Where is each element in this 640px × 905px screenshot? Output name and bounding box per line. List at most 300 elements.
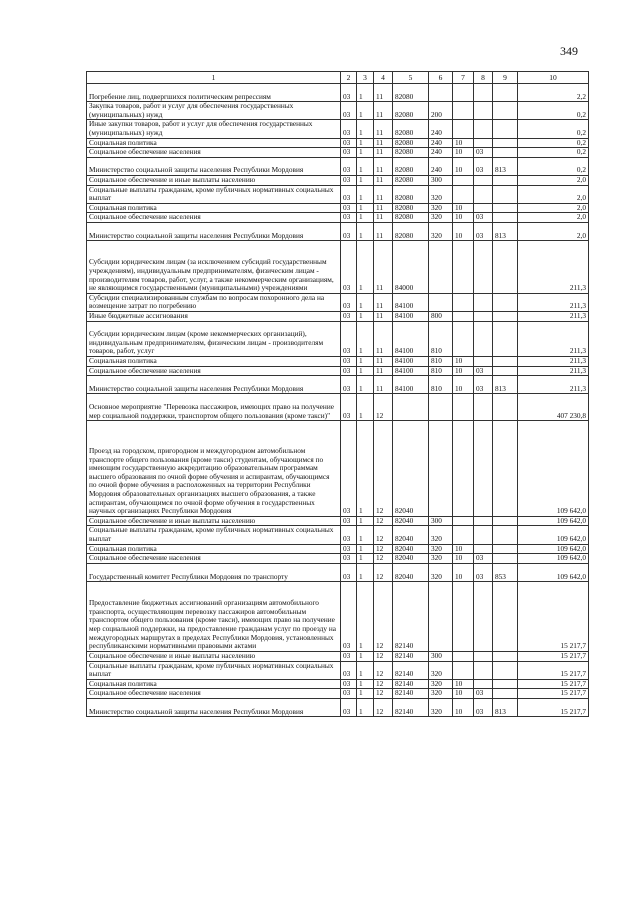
row-code-om: 11 bbox=[374, 293, 393, 311]
row-expense-type: 320 bbox=[429, 679, 453, 689]
table-row bbox=[87, 554, 589, 564]
row-subsection bbox=[474, 651, 493, 661]
row-section: 10 bbox=[453, 157, 474, 175]
row-code-direction: 84100 bbox=[393, 312, 429, 322]
row-code-gp: 03 bbox=[341, 516, 357, 526]
row-amount: 0,2 bbox=[518, 102, 589, 120]
row-subsection bbox=[474, 661, 493, 679]
row-section bbox=[453, 293, 474, 311]
table-row bbox=[87, 544, 589, 554]
table-row bbox=[87, 157, 589, 175]
row-section: 10 bbox=[453, 366, 474, 376]
row-code-gp: 03 bbox=[341, 176, 357, 186]
row-code-gp: 03 bbox=[341, 185, 357, 203]
row-code-pp: 1 bbox=[357, 223, 374, 241]
row-code-pp: 1 bbox=[357, 157, 374, 175]
column-header: 2 bbox=[341, 72, 357, 84]
row-code-pp: 1 bbox=[357, 582, 374, 652]
row-code-pp: 1 bbox=[357, 679, 374, 689]
row-subsection: 03 bbox=[474, 554, 493, 564]
row-code-gp: 03 bbox=[341, 84, 357, 102]
table-row bbox=[87, 138, 589, 148]
row-section bbox=[453, 84, 474, 102]
row-section bbox=[453, 661, 474, 679]
row-expense-type: 810 bbox=[429, 321, 453, 356]
row-section bbox=[453, 185, 474, 203]
row-code-direction: 82080 bbox=[393, 157, 429, 175]
row-section: 10 bbox=[453, 544, 474, 554]
row-code-pp: 1 bbox=[357, 312, 374, 322]
row-amount: 15 217,7 bbox=[518, 651, 589, 661]
table-row bbox=[87, 563, 589, 581]
row-subsection bbox=[474, 526, 493, 544]
row-code-om: 11 bbox=[374, 120, 393, 138]
row-code-om: 11 bbox=[374, 84, 393, 102]
row-ministry bbox=[493, 516, 518, 526]
row-expense-type: 320 bbox=[429, 203, 453, 213]
row-name: Социальная политика bbox=[87, 679, 341, 689]
row-section bbox=[453, 516, 474, 526]
row-section bbox=[453, 421, 474, 517]
table-header bbox=[87, 72, 589, 84]
row-code-pp: 1 bbox=[357, 357, 374, 367]
row-code-pp: 1 bbox=[357, 544, 374, 554]
row-name: Социальные выплаты гражданам, кроме публичных нормативных социальных выплат bbox=[87, 185, 341, 203]
row-expense-type: 300 bbox=[429, 516, 453, 526]
row-code-om: 12 bbox=[374, 554, 393, 564]
row-code-om: 12 bbox=[374, 544, 393, 554]
row-code-pp: 1 bbox=[357, 698, 374, 716]
row-name: Иные закупки товаров, работ и услуг для обеспечения государственных (муниципальных) нужд bbox=[87, 120, 341, 138]
column-header: 3 bbox=[357, 72, 374, 84]
row-name: Предоставление бюджетных ассигнований организациям автомобильного транспорта, осуществляющим перевозку пассажиров автомобильным транспортом общего пользования (кроме такси), имеющих право на получение мер социальной поддержки, на предоставление гражданам услуг по проезду на междугородных маршрутах в пределах Республики Мордовия, установленных республиканскими нормативными правовыми актами bbox=[87, 582, 341, 652]
row-section bbox=[453, 321, 474, 356]
row-amount: 15 217,7 bbox=[518, 689, 589, 699]
table-row bbox=[87, 376, 589, 394]
row-section bbox=[453, 241, 474, 294]
row-expense-type bbox=[429, 582, 453, 652]
table-row bbox=[87, 661, 589, 679]
row-ministry bbox=[493, 679, 518, 689]
row-code-direction: 82040 bbox=[393, 421, 429, 517]
row-expense-type: 200 bbox=[429, 102, 453, 120]
row-code-om: 12 bbox=[374, 698, 393, 716]
row-name: Социальные выплаты гражданам, кроме публичных нормативных социальных выплат bbox=[87, 661, 341, 679]
row-subsection bbox=[474, 312, 493, 322]
row-code-om: 12 bbox=[374, 394, 393, 421]
column-header: 5 bbox=[393, 72, 429, 84]
table-row bbox=[87, 176, 589, 186]
row-expense-type: 810 bbox=[429, 376, 453, 394]
row-code-gp: 03 bbox=[341, 120, 357, 138]
row-ministry bbox=[493, 526, 518, 544]
table-row bbox=[87, 120, 589, 138]
row-expense-type: 320 bbox=[429, 689, 453, 699]
row-subsection bbox=[474, 357, 493, 367]
row-amount: 407 230,8 bbox=[518, 394, 589, 421]
row-code-direction bbox=[393, 394, 429, 421]
row-code-om: 11 bbox=[374, 321, 393, 356]
row-name: Проезд на городском, пригородном и междугородном автомобильном транспорте общего пользования (кроме такси) студентам, обучающимся по имеющим государственную аккредитацию образовательным программам высшего образования по очной форме обучения и аспирантам, обучающимся по очной форме обучения в расположенных на территории Республики Мордовия образовательных организациях высшего образования, а также аспирантам, обучающимся по очной форме обучения в государственных научных организациях Республики Мордовия bbox=[87, 421, 341, 517]
row-expense-type: 810 bbox=[429, 357, 453, 367]
row-ministry bbox=[493, 394, 518, 421]
row-ministry bbox=[493, 366, 518, 376]
row-code-om: 11 bbox=[374, 203, 393, 213]
row-code-om: 12 bbox=[374, 421, 393, 517]
row-code-gp: 03 bbox=[341, 321, 357, 356]
row-code-gp: 03 bbox=[341, 698, 357, 716]
row-code-om: 11 bbox=[374, 357, 393, 367]
row-code-direction: 82040 bbox=[393, 544, 429, 554]
row-section: 10 bbox=[453, 203, 474, 213]
row-subsection: 03 bbox=[474, 157, 493, 175]
row-ministry bbox=[493, 241, 518, 294]
row-subsection bbox=[474, 394, 493, 421]
row-ministry bbox=[493, 120, 518, 138]
row-amount: 2,2 bbox=[518, 84, 589, 102]
row-name: Министерство социальной защиты населения Республики Мордовия bbox=[87, 223, 341, 241]
row-ministry bbox=[493, 138, 518, 148]
table-row bbox=[87, 203, 589, 213]
budget-table bbox=[86, 71, 589, 717]
row-code-gp: 03 bbox=[341, 213, 357, 223]
row-code-direction: 82040 bbox=[393, 516, 429, 526]
row-code-gp: 03 bbox=[341, 366, 357, 376]
row-subsection bbox=[474, 203, 493, 213]
row-section: 10 bbox=[453, 357, 474, 367]
column-header: 4 bbox=[374, 72, 393, 84]
row-name: Социальное обеспечение и иные выплаты населению bbox=[87, 651, 341, 661]
row-expense-type bbox=[429, 394, 453, 421]
row-code-direction: 82080 bbox=[393, 223, 429, 241]
row-name: Социальное обеспечение населения bbox=[87, 689, 341, 699]
row-name: Социальная политика bbox=[87, 544, 341, 554]
row-code-gp: 03 bbox=[341, 563, 357, 581]
row-expense-type: 320 bbox=[429, 223, 453, 241]
row-section: 10 bbox=[453, 554, 474, 564]
row-name: Социальная политика bbox=[87, 203, 341, 213]
row-code-gp: 03 bbox=[341, 138, 357, 148]
row-expense-type: 320 bbox=[429, 526, 453, 544]
row-code-gp: 03 bbox=[341, 241, 357, 294]
row-code-gp: 03 bbox=[341, 689, 357, 699]
row-ministry bbox=[493, 293, 518, 311]
row-subsection bbox=[474, 421, 493, 517]
table-body bbox=[87, 84, 589, 717]
table-row bbox=[87, 185, 589, 203]
row-subsection bbox=[474, 679, 493, 689]
row-code-direction: 82040 bbox=[393, 526, 429, 544]
row-code-gp: 03 bbox=[341, 312, 357, 322]
row-section bbox=[453, 651, 474, 661]
row-ministry bbox=[493, 661, 518, 679]
row-expense-type: 320 bbox=[429, 554, 453, 564]
table-row bbox=[87, 421, 589, 517]
row-name: Субсидии специализированным службам по вопросам похоронного дела на возмещение затрат по погребению bbox=[87, 293, 341, 311]
row-ministry bbox=[493, 689, 518, 699]
row-code-om: 12 bbox=[374, 582, 393, 652]
row-code-pp: 1 bbox=[357, 394, 374, 421]
row-amount: 211,3 bbox=[518, 376, 589, 394]
table-row bbox=[87, 394, 589, 421]
row-amount: 211,3 bbox=[518, 321, 589, 356]
row-section bbox=[453, 394, 474, 421]
row-code-om: 12 bbox=[374, 679, 393, 689]
row-code-gp: 03 bbox=[341, 582, 357, 652]
table-row bbox=[87, 357, 589, 367]
row-subsection bbox=[474, 321, 493, 356]
row-section: 10 bbox=[453, 698, 474, 716]
row-code-direction: 82080 bbox=[393, 102, 429, 120]
row-name: Министерство социальной защиты населения Республики Мордовия bbox=[87, 157, 341, 175]
row-code-om: 12 bbox=[374, 689, 393, 699]
row-code-pp: 1 bbox=[357, 120, 374, 138]
row-code-direction: 84100 bbox=[393, 321, 429, 356]
row-ministry: 813 bbox=[493, 157, 518, 175]
row-code-direction: 82080 bbox=[393, 176, 429, 186]
row-code-pp: 1 bbox=[357, 376, 374, 394]
row-amount: 211,3 bbox=[518, 241, 589, 294]
row-code-gp: 03 bbox=[341, 679, 357, 689]
row-code-gp: 03 bbox=[341, 148, 357, 158]
row-subsection bbox=[474, 293, 493, 311]
row-amount: 211,3 bbox=[518, 366, 589, 376]
row-code-om: 12 bbox=[374, 516, 393, 526]
row-expense-type: 320 bbox=[429, 698, 453, 716]
table-row bbox=[87, 679, 589, 689]
row-ministry bbox=[493, 203, 518, 213]
row-code-gp: 03 bbox=[341, 223, 357, 241]
row-code-direction: 82040 bbox=[393, 554, 429, 564]
row-code-direction: 82080 bbox=[393, 84, 429, 102]
row-amount: 109 642,0 bbox=[518, 554, 589, 564]
row-section: 10 bbox=[453, 148, 474, 158]
row-section: 10 bbox=[453, 213, 474, 223]
row-code-direction: 82140 bbox=[393, 698, 429, 716]
row-code-gp: 03 bbox=[341, 651, 357, 661]
table-row bbox=[87, 698, 589, 716]
row-amount: 15 217,7 bbox=[518, 679, 589, 689]
row-code-om: 11 bbox=[374, 176, 393, 186]
row-code-pp: 1 bbox=[357, 321, 374, 356]
row-code-pp: 1 bbox=[357, 554, 374, 564]
row-ministry bbox=[493, 582, 518, 652]
row-expense-type: 320 bbox=[429, 661, 453, 679]
table-row bbox=[87, 516, 589, 526]
row-ministry bbox=[493, 554, 518, 564]
row-name: Социальное обеспечение населения bbox=[87, 213, 341, 223]
table-row bbox=[87, 293, 589, 311]
row-ministry bbox=[493, 312, 518, 322]
row-amount: 0,2 bbox=[518, 120, 589, 138]
row-ministry bbox=[493, 84, 518, 102]
row-expense-type bbox=[429, 421, 453, 517]
row-amount: 109 642,0 bbox=[518, 526, 589, 544]
row-ministry: 813 bbox=[493, 223, 518, 241]
row-subsection bbox=[474, 516, 493, 526]
row-amount: 109 642,0 bbox=[518, 563, 589, 581]
row-name: Социальная политика bbox=[87, 138, 341, 148]
row-code-pp: 1 bbox=[357, 203, 374, 213]
row-name: Социальное обеспечение населения bbox=[87, 366, 341, 376]
row-code-om: 11 bbox=[374, 102, 393, 120]
row-expense-type: 320 bbox=[429, 185, 453, 203]
row-subsection bbox=[474, 120, 493, 138]
row-expense-type: 300 bbox=[429, 651, 453, 661]
row-name: Иные бюджетные ассигнования bbox=[87, 312, 341, 322]
column-header: 7 bbox=[453, 72, 474, 84]
row-amount: 15 217,7 bbox=[518, 661, 589, 679]
row-code-pp: 1 bbox=[357, 421, 374, 517]
row-expense-type: 800 bbox=[429, 312, 453, 322]
row-code-pp: 1 bbox=[357, 138, 374, 148]
row-name: Субсидии юридическим лицам (за исключением субсидий государственным учреждениям), индивидуальным предпринимателям, физическим лицам - производителям товаров, работ, услуг, а также некоммерческим организациям, не являющимся государственными (муниципальными) учреждениями bbox=[87, 241, 341, 294]
row-code-om: 11 bbox=[374, 376, 393, 394]
row-amount: 109 642,0 bbox=[518, 516, 589, 526]
row-section bbox=[453, 526, 474, 544]
table-row bbox=[87, 148, 589, 158]
row-expense-type: 320 bbox=[429, 213, 453, 223]
row-ministry: 813 bbox=[493, 698, 518, 716]
row-name: Социальное обеспечение и иные выплаты населению bbox=[87, 516, 341, 526]
row-section: 10 bbox=[453, 689, 474, 699]
row-ministry bbox=[493, 185, 518, 203]
row-subsection: 03 bbox=[474, 376, 493, 394]
row-code-gp: 03 bbox=[341, 376, 357, 394]
row-name: Министерство социальной защиты населения Республики Мордовия bbox=[87, 698, 341, 716]
row-code-direction: 82040 bbox=[393, 563, 429, 581]
row-amount: 0,2 bbox=[518, 157, 589, 175]
row-ministry bbox=[493, 421, 518, 517]
row-section: 10 bbox=[453, 679, 474, 689]
row-ministry: 853 bbox=[493, 563, 518, 581]
row-subsection: 03 bbox=[474, 148, 493, 158]
row-code-direction: 82080 bbox=[393, 148, 429, 158]
row-code-om: 11 bbox=[374, 157, 393, 175]
row-code-pp: 1 bbox=[357, 102, 374, 120]
row-expense-type: 240 bbox=[429, 148, 453, 158]
row-subsection: 03 bbox=[474, 223, 493, 241]
table-row bbox=[87, 312, 589, 322]
table-row bbox=[87, 321, 589, 356]
row-expense-type: 320 bbox=[429, 563, 453, 581]
row-amount: 0,2 bbox=[518, 138, 589, 148]
row-expense-type bbox=[429, 241, 453, 294]
row-code-pp: 1 bbox=[357, 241, 374, 294]
row-ministry bbox=[493, 357, 518, 367]
row-code-gp: 03 bbox=[341, 102, 357, 120]
table-row bbox=[87, 241, 589, 294]
row-name: Погребение лиц, подвергшихся политическим репрессиям bbox=[87, 84, 341, 102]
column-header: 8 bbox=[474, 72, 493, 84]
row-code-gp: 03 bbox=[341, 157, 357, 175]
row-name: Основное мероприятие "Перевозка пассажиров, имеющих право на получение мер социальной поддержки, транспортом общего пользования (кроме такси)" bbox=[87, 394, 341, 421]
row-amount: 211,3 bbox=[518, 357, 589, 367]
row-code-pp: 1 bbox=[357, 185, 374, 203]
row-amount: 2,0 bbox=[518, 223, 589, 241]
row-code-direction: 82080 bbox=[393, 185, 429, 203]
row-expense-type: 320 bbox=[429, 544, 453, 554]
row-name: Социальная политика bbox=[87, 357, 341, 367]
row-amount: 211,3 bbox=[518, 312, 589, 322]
page-number: 349 bbox=[560, 44, 578, 58]
table-row bbox=[87, 213, 589, 223]
row-code-pp: 1 bbox=[357, 213, 374, 223]
row-amount: 2,0 bbox=[518, 185, 589, 203]
table-row bbox=[87, 582, 589, 652]
row-ministry bbox=[493, 102, 518, 120]
row-name: Социальное обеспечение и иные выплаты населению bbox=[87, 176, 341, 186]
row-expense-type bbox=[429, 293, 453, 311]
row-ministry bbox=[493, 176, 518, 186]
row-amount: 2,0 bbox=[518, 176, 589, 186]
row-amount: 2,0 bbox=[518, 203, 589, 213]
row-name: Закупка товаров, работ и услуг для обеспечения государственных (муниципальных) нужд bbox=[87, 102, 341, 120]
column-header: 10 bbox=[518, 72, 589, 84]
column-header: 1 bbox=[87, 72, 341, 84]
row-code-direction: 82140 bbox=[393, 689, 429, 699]
row-code-gp: 03 bbox=[341, 293, 357, 311]
row-section: 10 bbox=[453, 563, 474, 581]
row-expense-type: 240 bbox=[429, 120, 453, 138]
row-expense-type: 300 bbox=[429, 176, 453, 186]
row-subsection: 03 bbox=[474, 366, 493, 376]
row-ministry bbox=[493, 321, 518, 356]
row-code-gp: 03 bbox=[341, 526, 357, 544]
row-amount: 109 642,0 bbox=[518, 544, 589, 554]
table-row bbox=[87, 366, 589, 376]
row-code-direction: 84100 bbox=[393, 293, 429, 311]
row-section: 10 bbox=[453, 376, 474, 394]
row-code-gp: 03 bbox=[341, 394, 357, 421]
row-code-pp: 1 bbox=[357, 526, 374, 544]
row-code-direction: 82140 bbox=[393, 651, 429, 661]
row-subsection bbox=[474, 582, 493, 652]
row-code-gp: 03 bbox=[341, 661, 357, 679]
row-subsection bbox=[474, 185, 493, 203]
row-code-gp: 03 bbox=[341, 421, 357, 517]
table-row bbox=[87, 223, 589, 241]
row-code-pp: 1 bbox=[357, 563, 374, 581]
table-row bbox=[87, 651, 589, 661]
row-name: Социальное обеспечение населения bbox=[87, 148, 341, 158]
column-header: 9 bbox=[493, 72, 518, 84]
row-code-direction: 82140 bbox=[393, 661, 429, 679]
row-code-om: 11 bbox=[374, 223, 393, 241]
row-code-direction: 82080 bbox=[393, 213, 429, 223]
row-name: Социальное обеспечение населения bbox=[87, 554, 341, 564]
row-subsection: 03 bbox=[474, 698, 493, 716]
row-code-om: 11 bbox=[374, 148, 393, 158]
row-subsection bbox=[474, 241, 493, 294]
row-code-om: 12 bbox=[374, 651, 393, 661]
row-amount: 15 217,7 bbox=[518, 582, 589, 652]
row-code-pp: 1 bbox=[357, 516, 374, 526]
row-code-gp: 03 bbox=[341, 357, 357, 367]
row-code-om: 12 bbox=[374, 563, 393, 581]
row-code-direction: 82140 bbox=[393, 679, 429, 689]
row-code-pp: 1 bbox=[357, 366, 374, 376]
row-ministry bbox=[493, 148, 518, 158]
row-name: Государственный комитет Республики Мордовия по транспорту bbox=[87, 563, 341, 581]
row-code-direction: 84100 bbox=[393, 376, 429, 394]
row-amount: 211,3 bbox=[518, 293, 589, 311]
row-code-pp: 1 bbox=[357, 651, 374, 661]
row-code-gp: 03 bbox=[341, 203, 357, 213]
row-code-pp: 1 bbox=[357, 176, 374, 186]
row-subsection: 03 bbox=[474, 213, 493, 223]
row-code-direction: 84100 bbox=[393, 366, 429, 376]
